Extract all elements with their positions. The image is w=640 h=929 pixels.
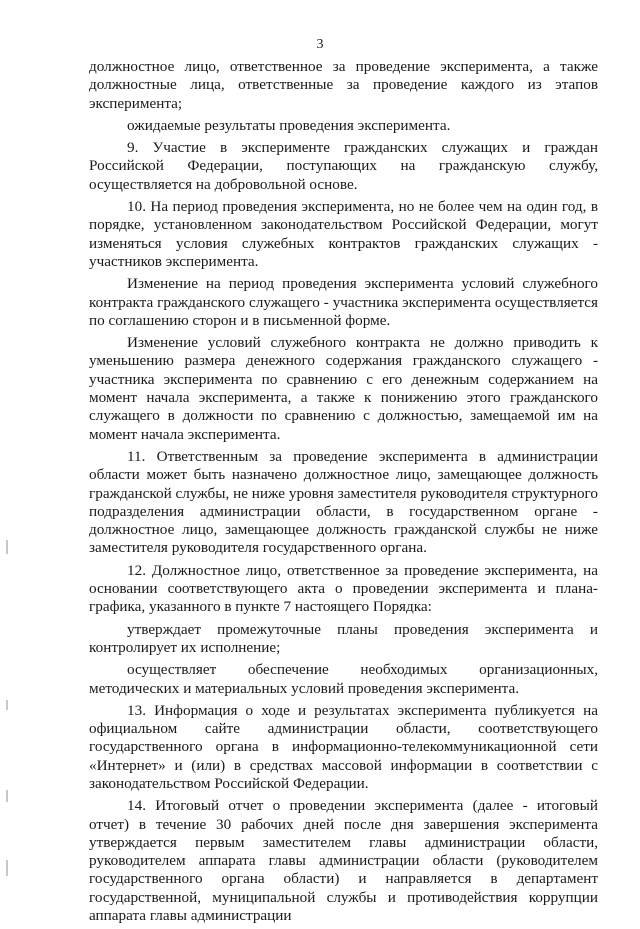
paragraph-item-10: 10. На период проведения эксперимента, но не более чем на один год, в порядке, установленном законодательством Российской Федерации, могут изменяться условия служебных контрактов гражданских служащих - участников эксперимента. bbox=[89, 198, 598, 270]
paragraph-approves-plans: утверждает промежуточные планы проведения эксперимента и контролирует их исполнение; bbox=[89, 620, 598, 656]
paragraph-item-14: 14. Итоговый отчет о проведении эксперимента (далее - итоговый отчет) в течение 30 рабочих дней после дня завершения эксперимента утверждается первым заместителем главы администрации области, руководителем аппарата главы администрации области (руководителем государственного органа области) и направляется в департамент государственной, муниципальной службы и противодействия коррупции аппарата главы администрации bbox=[89, 797, 598, 925]
document-body bbox=[89, 58, 598, 929]
paragraph-contract-change: Изменение на период проведения эксперимента условий служебного контракта гражданского служащего - участника эксперимента осуществляется по соглашению сторон и в письменной форме. bbox=[89, 275, 598, 329]
paragraph-item-12: 12. Должностное лицо, ответственное за проведение эксперимента, на основании соответствующего акта о проведении эксперимента и плана-графика, указанного в пункте 7 настоящего Порядка: bbox=[89, 561, 598, 616]
paragraph-provides-conditions: осуществляет обеспечение необходимых организационных, методических и материальных условий проведения эксперимента. bbox=[89, 661, 598, 697]
paragraph-item-9: 9. Участие в эксперименте гражданских служащих и граждан Российской Федерации, поступающих на гражданскую службу, осуществляется на добровольной основе. bbox=[89, 139, 598, 193]
paragraph-responsible-persons: должностное лицо, ответственное за проведение эксперимента, а также должностные лица, ответственные за проведение каждого из этапов эксперимента; bbox=[89, 58, 598, 112]
paragraph-item-13: 13. Информация о ходе и результатах эксперимента публикуется на официальном сайте администрации области, соответствующего государственного органа в информационно-телекоммуникационной сети «Интернет» и (или) в средствах массовой информации в соответствии с законодательством Российской Федерации. bbox=[89, 701, 598, 792]
scan-margin-marks bbox=[6, 0, 12, 905]
paragraph-salary-protection: Изменение условий служебного контракта не должно приводить к уменьшению размера денежного содержания гражданского служащего - участника эксперимента по сравнению с его денежным содержанием на момент начала эксперимента, а также к понижению этого гражданского служащего в должности по сравнению с должностью, замещаемой им на момент начала эксперимента. bbox=[89, 334, 598, 443]
page-number: 3 bbox=[316, 37, 324, 52]
paragraph-item-11: 11. Ответственным за проведение эксперимента в администрации области может быть назначено должностное лицо, замещающее должность гражданской службы, не ниже уровня заместителя руководителя структурного подразделения администрации области, в государственном органе - должностное лицо, замещающее должность гражданской службы не ниже заместителя руководителя государственного органа. bbox=[89, 447, 598, 557]
paragraph-expected-results: ожидаемые результаты проведения эксперимента. bbox=[127, 116, 451, 134]
